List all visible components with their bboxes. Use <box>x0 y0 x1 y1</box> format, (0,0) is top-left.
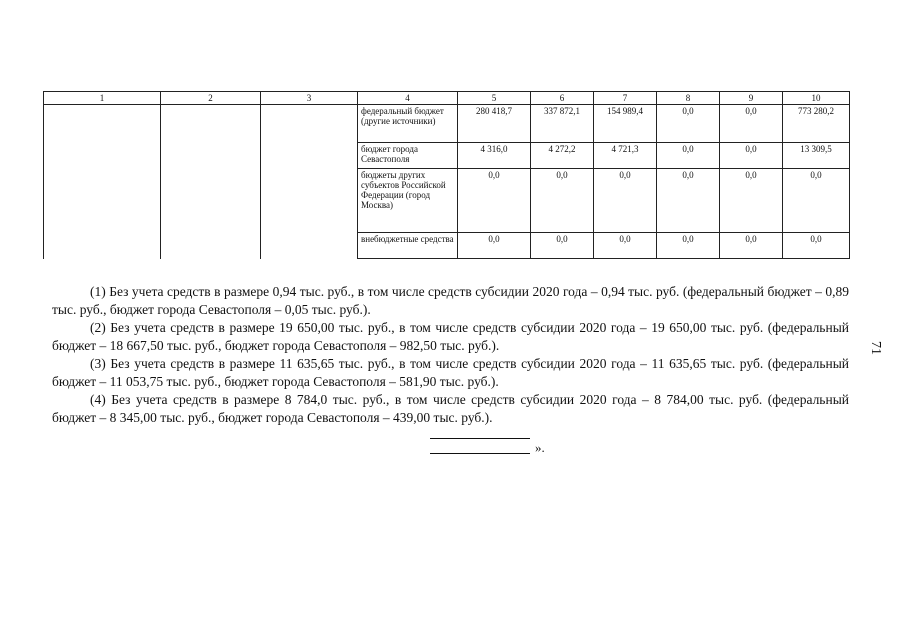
value-cell: 4 316,0 <box>458 143 531 169</box>
value-cell: 0,0 <box>657 169 720 233</box>
value-cell: 0,0 <box>458 169 531 233</box>
value-cell: 0,0 <box>657 143 720 169</box>
value-cell: 0,0 <box>594 233 657 259</box>
column-header: 9 <box>720 92 783 105</box>
separator-line <box>430 453 530 454</box>
footnote: (3) Без учета средств в размере 11 635,65 тыс. руб., в том числе средств субсидии 2020 года – 11 635,65 тыс. руб. (федеральный бюджет – 11 053,75 тыс. руб., бюджет города Севастополя – 581,90 тыс. руб.). <box>52 356 849 389</box>
value-cell: 773 280,2 <box>783 105 850 143</box>
column-header: 3 <box>261 92 358 105</box>
value-cell: 0,0 <box>531 233 594 259</box>
closing-quote: ». <box>535 439 545 455</box>
value-cell: 337 872,1 <box>531 105 594 143</box>
column-header: 1 <box>44 92 161 105</box>
value-cell: 0,0 <box>458 233 531 259</box>
value-cell: 280 418,7 <box>458 105 531 143</box>
table-header-row <box>44 92 850 105</box>
empty-cell <box>261 105 358 259</box>
value-cell: 0,0 <box>531 169 594 233</box>
table-row <box>44 105 850 143</box>
column-header: 4 <box>358 92 458 105</box>
funding-source-cell: внебюджетные средства <box>358 233 458 259</box>
value-cell: 0,0 <box>720 143 783 169</box>
value-cell: 154 989,4 <box>594 105 657 143</box>
value-cell: 0,0 <box>720 233 783 259</box>
value-cell: 0,0 <box>594 169 657 233</box>
funding-source-cell: бюджет города Севастополя <box>358 143 458 169</box>
empty-cell <box>44 105 161 259</box>
footnote: (4) Без учета средств в размере 8 784,0 тыс. руб., в том числе средств субсидии 2020 года – 8 784,00 тыс. руб. (федеральный бюджет – 8 345,00 тыс. руб., бюджет города Севастополя – 439,00 тыс. руб.). <box>52 392 849 425</box>
value-cell: 0,0 <box>720 105 783 143</box>
column-header: 8 <box>657 92 720 105</box>
value-cell: 0,0 <box>720 169 783 233</box>
empty-cell <box>161 105 261 259</box>
funding-source-cell: бюджеты других субъектов Российской Федерации (город Москва) <box>358 169 458 233</box>
column-header: 6 <box>531 92 594 105</box>
footnotes <box>52 283 849 427</box>
value-cell: 0,0 <box>657 105 720 143</box>
column-header: 5 <box>458 92 531 105</box>
value-cell: 4 721,3 <box>594 143 657 169</box>
column-header: 2 <box>161 92 261 105</box>
value-cell: 0,0 <box>783 233 850 259</box>
column-header: 10 <box>783 92 850 105</box>
column-header: 7 <box>594 92 657 105</box>
separator-line <box>430 438 530 439</box>
value-cell: 4 272,2 <box>531 143 594 169</box>
value-cell: 13 309,5 <box>783 143 850 169</box>
funding-source-cell: федеральный бюджет (другие источники) <box>358 105 458 143</box>
value-cell: 0,0 <box>783 169 850 233</box>
footnote: (2) Без учета средств в размере 19 650,00 тыс. руб., в том числе средств субсидии 2020 года – 19 650,00 тыс. руб. (федеральный бюджет – 18 667,50 тыс. руб., бюджет города Севастополя – 982,50 тыс. руб.). <box>52 320 849 353</box>
footnote: (1) Без учета средств в размере 0,94 тыс. руб., в том числе средств субсидии 2020 года – 0,94 тыс. руб. (федеральный бюджет – 0,89 тыс. руб., бюджет города Севастополя – 0,05 тыс. руб.). <box>52 284 849 317</box>
budget-table <box>43 91 850 259</box>
value-cell: 0,0 <box>657 233 720 259</box>
page-number: 71 <box>868 341 883 355</box>
closing-lines <box>430 438 570 456</box>
